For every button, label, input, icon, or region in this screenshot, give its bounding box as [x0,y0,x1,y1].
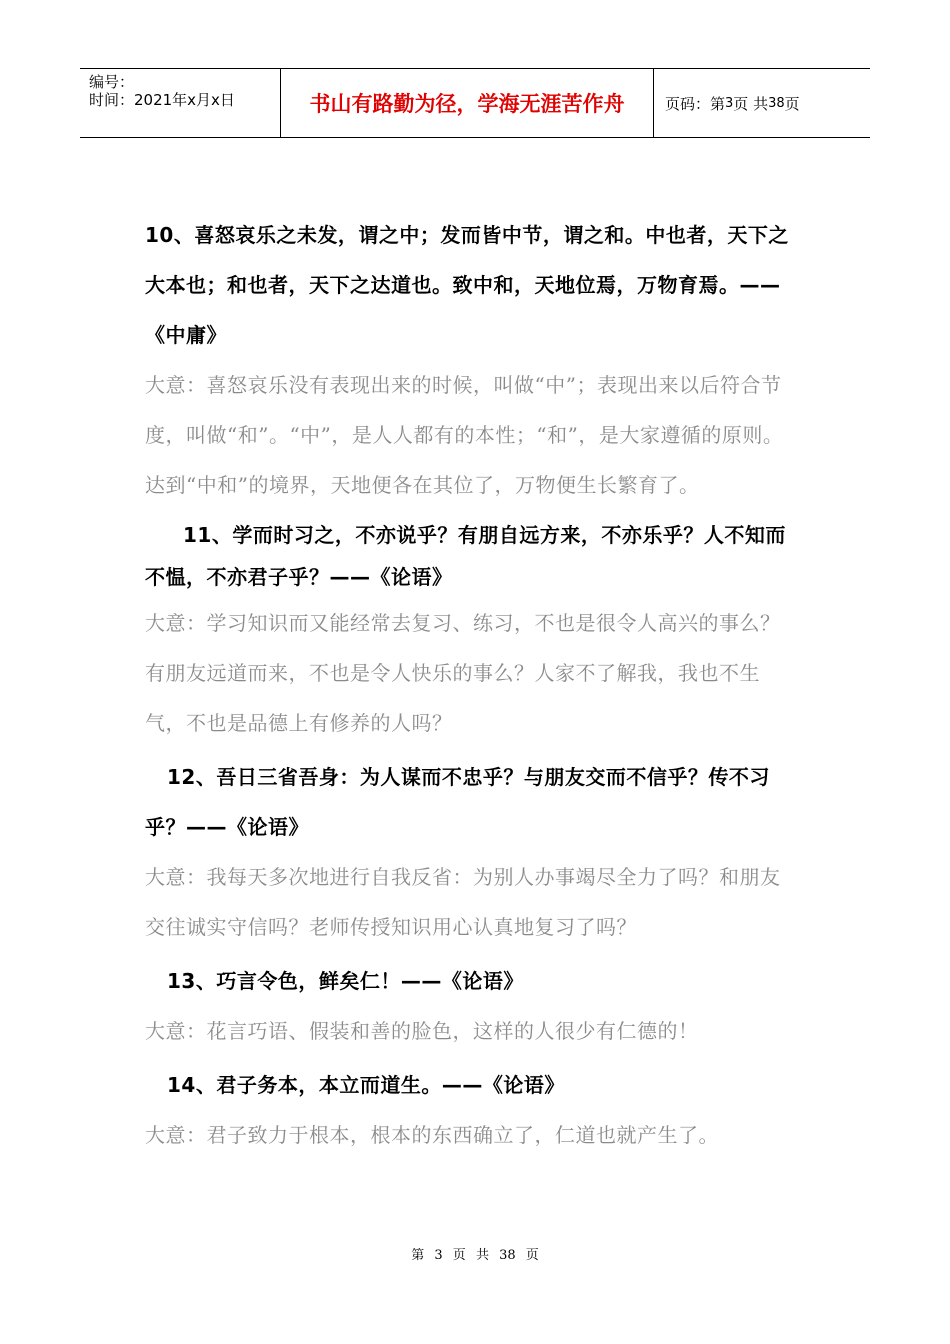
document-body [145,210,795,1164]
footer-page: 3 [434,1248,443,1263]
page-current: 3 [725,95,734,111]
footer-di: 第 [411,1248,425,1263]
meaning-10: 大意：喜怒哀乐没有表现出来的时候，叫做“中”；表现出来以后符合节度，叫做“和”。“中”，是人人都有的本性；“和”，是大家遵循的原则。达到“中和”的境界，天地便各在其位了，万物便生长繁育了。 [145,373,784,497]
number-label: 编号： [89,73,135,91]
footer-ye: 页 [452,1248,466,1263]
motto: 书山有路勤为径，学海无涯苦作舟 [281,69,654,137]
footer-ye2: 页 [525,1248,539,1263]
quote-12: 12、吾日三省吾身：为人谋而不忠乎？与朋友交而不信乎？传不习乎？——《论语》 [145,765,770,839]
meaning-12: 大意：我每天多次地进行自我反省：为别人办事竭尽全力了吗？和朋友交往诚实守信吗？老师传授知识用心认真地复习了吗？ [145,865,781,939]
footer-total: 38 [499,1248,516,1263]
page-header [80,68,870,138]
meaning-13: 大意：花言巧语、假装和善的脸色，这样的人很少有仁德的！ [145,1019,699,1043]
page-label: 页码：第 [665,94,726,113]
quote-13: 13、巧言令色，鲜矣仁！——《论语》 [167,969,524,993]
header-meta [80,69,281,137]
page-total: 38 [768,95,785,111]
quote-11: 11、学而时习之，不亦说乎？有朋自远方来，不亦乐乎？人不知而不愠，不亦君子乎？——《论语》 [145,523,786,589]
page-end: 页 [784,94,800,113]
time-label: 时间：2021年x月x日 [89,91,235,109]
page-footer [0,1244,950,1263]
meaning-11: 大意：学习知识而又能经常去复习、练习，不也是很令人高兴的事么？有朋友远道而来，不也是令人快乐的事么？人家不了解我，我也不生气，不也是品德上有修养的人吗？ [145,611,781,735]
header-page-info [665,69,800,137]
page-mid: 页 共 [733,94,769,113]
quote-10: 10、喜怒哀乐之未发，谓之中；发而皆中节，谓之和。中也者，天下之大本也；和也者，天下之达道也。致中和，天地位焉，万物育焉。——《中庸》 [145,223,789,347]
meaning-14: 大意：君子致力于根本，根本的东西确立了，仁道也就产生了。 [145,1123,719,1147]
quote-14: 14、君子务本，本立而道生。——《论语》 [167,1073,565,1097]
footer-gong: 共 [475,1248,489,1263]
